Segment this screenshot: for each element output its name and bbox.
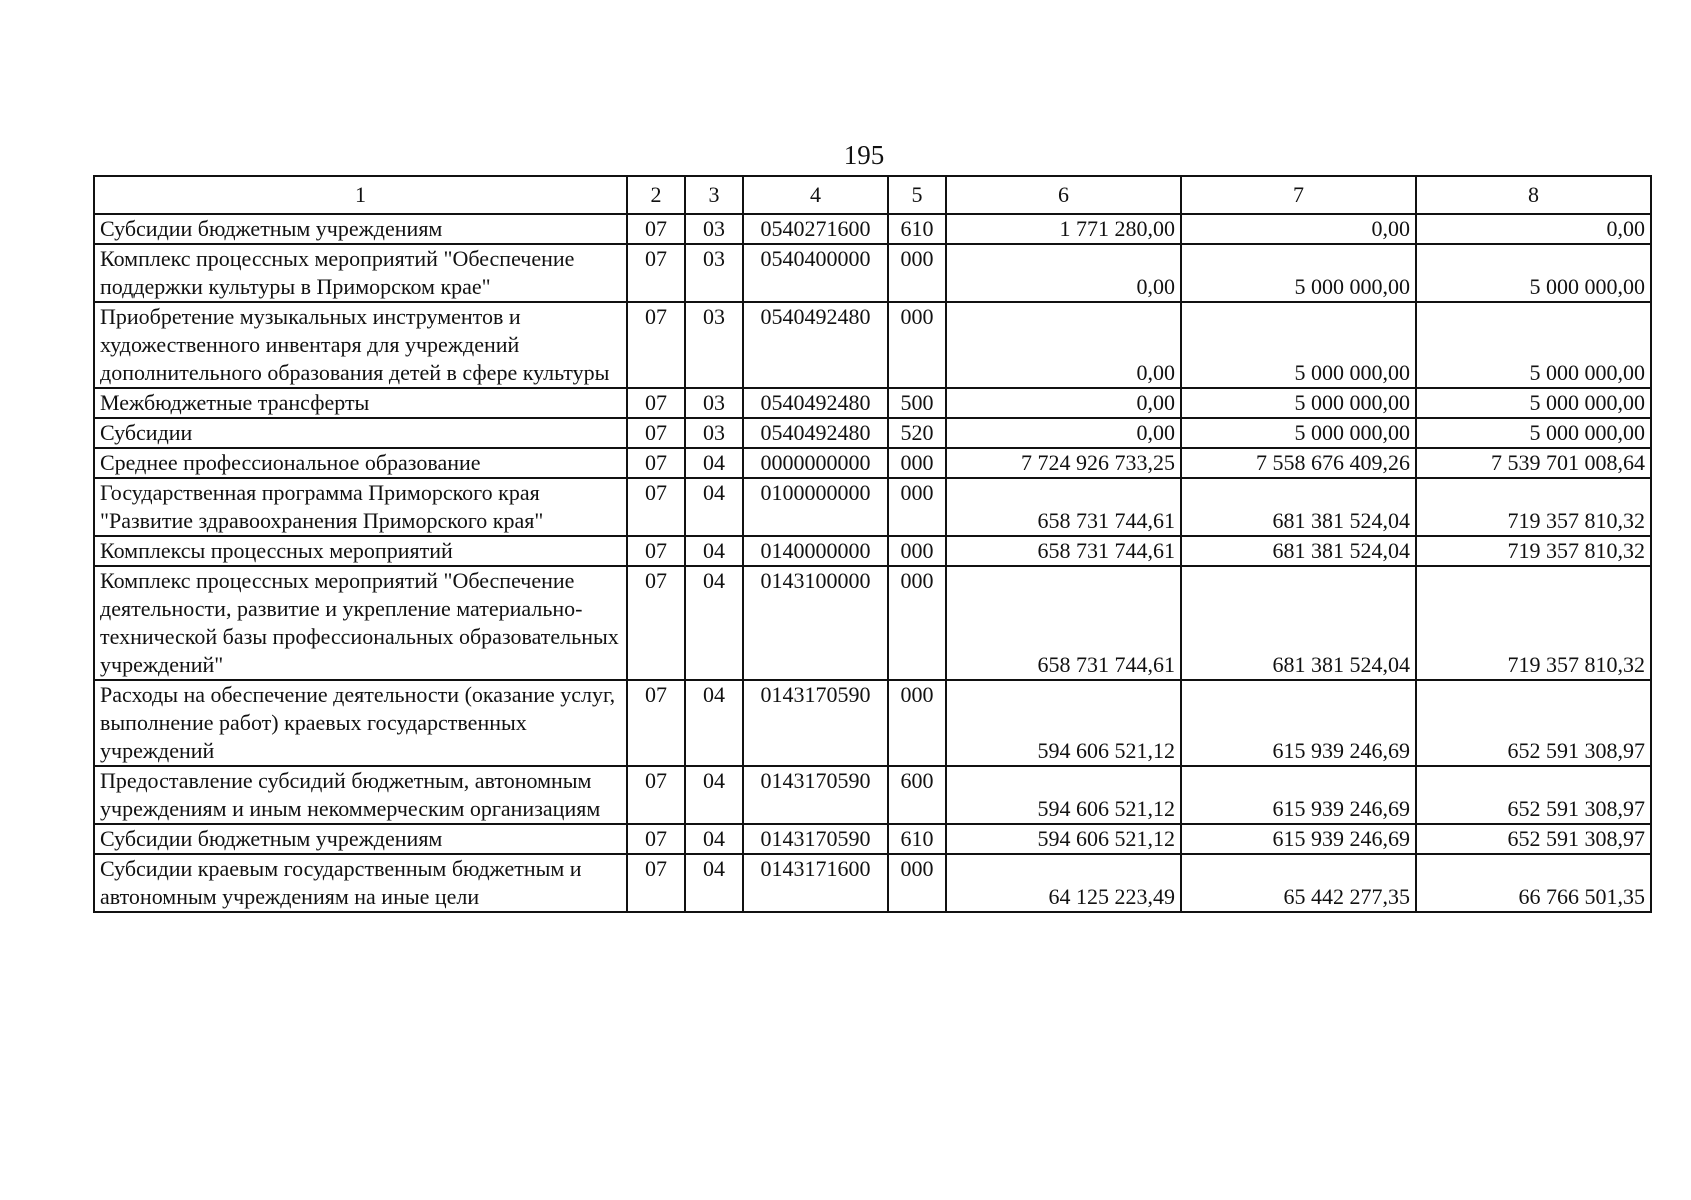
amount-col-7: 681 381 524,04 bbox=[1181, 478, 1416, 536]
expense-type-code: 610 bbox=[888, 824, 946, 854]
amount-col-8: 719 357 810,32 bbox=[1416, 566, 1651, 680]
amount-col-7: 5 000 000,00 bbox=[1181, 388, 1416, 418]
subsection-code: 04 bbox=[685, 854, 743, 912]
amount-col-6: 64 125 223,49 bbox=[946, 854, 1181, 912]
section-code: 07 bbox=[627, 680, 685, 766]
target-article-code: 0000000000 bbox=[743, 448, 888, 478]
amount-col-7: 5 000 000,00 bbox=[1181, 244, 1416, 302]
table-row bbox=[94, 536, 1651, 566]
column-header: 8 bbox=[1416, 176, 1651, 214]
section-code: 07 bbox=[627, 388, 685, 418]
amount-col-8: 5 000 000,00 bbox=[1416, 302, 1651, 388]
row-name: Субсидии бюджетным учреждениям bbox=[94, 824, 627, 854]
amount-col-8: 5 000 000,00 bbox=[1416, 388, 1651, 418]
target-article-code: 0540271600 bbox=[743, 214, 888, 244]
table-row bbox=[94, 478, 1651, 536]
amount-col-7: 615 939 246,69 bbox=[1181, 766, 1416, 824]
amount-col-8: 719 357 810,32 bbox=[1416, 536, 1651, 566]
subsection-code: 03 bbox=[685, 418, 743, 448]
section-code: 07 bbox=[627, 566, 685, 680]
amount-col-7: 5 000 000,00 bbox=[1181, 418, 1416, 448]
expense-type-code: 000 bbox=[888, 244, 946, 302]
subsection-code: 04 bbox=[685, 536, 743, 566]
section-code: 07 bbox=[627, 854, 685, 912]
target-article-code: 0540492480 bbox=[743, 418, 888, 448]
table-row bbox=[94, 448, 1651, 478]
target-article-code: 0540492480 bbox=[743, 388, 888, 418]
amount-col-8: 7 539 701 008,64 bbox=[1416, 448, 1651, 478]
amount-col-6: 594 606 521,12 bbox=[946, 680, 1181, 766]
amount-col-8: 5 000 000,00 bbox=[1416, 244, 1651, 302]
subsection-code: 04 bbox=[685, 566, 743, 680]
subsection-code: 04 bbox=[685, 680, 743, 766]
target-article-code: 0100000000 bbox=[743, 478, 888, 536]
table-row bbox=[94, 214, 1651, 244]
row-name: Предоставление субсидий бюджетным, автономным учреждениям и иным некоммерческим организациям bbox=[94, 766, 627, 824]
amount-col-7: 0,00 bbox=[1181, 214, 1416, 244]
target-article-code: 0143170590 bbox=[743, 824, 888, 854]
row-name: Государственная программа Приморского края "Развитие здравоохранения Приморского края" bbox=[94, 478, 627, 536]
table-row bbox=[94, 854, 1651, 912]
expense-type-code: 520 bbox=[888, 418, 946, 448]
amount-col-8: 652 591 308,97 bbox=[1416, 766, 1651, 824]
expense-type-code: 000 bbox=[888, 680, 946, 766]
section-code: 07 bbox=[627, 214, 685, 244]
row-name: Субсидии бюджетным учреждениям bbox=[94, 214, 627, 244]
section-code: 07 bbox=[627, 302, 685, 388]
expense-type-code: 000 bbox=[888, 566, 946, 680]
subsection-code: 04 bbox=[685, 478, 743, 536]
section-code: 07 bbox=[627, 766, 685, 824]
target-article-code: 0540400000 bbox=[743, 244, 888, 302]
amount-col-6: 1 771 280,00 bbox=[946, 214, 1181, 244]
expense-type-code: 000 bbox=[888, 448, 946, 478]
page-number: 195 bbox=[843, 140, 885, 170]
table-row bbox=[94, 302, 1651, 388]
column-header: 7 bbox=[1181, 176, 1416, 214]
target-article-code: 0143100000 bbox=[743, 566, 888, 680]
expense-type-code: 000 bbox=[888, 854, 946, 912]
amount-col-7: 681 381 524,04 bbox=[1181, 566, 1416, 680]
section-code: 07 bbox=[627, 824, 685, 854]
table-row bbox=[94, 680, 1651, 766]
amount-col-6: 0,00 bbox=[946, 418, 1181, 448]
amount-col-7: 7 558 676 409,26 bbox=[1181, 448, 1416, 478]
budget-table bbox=[93, 175, 1652, 913]
section-code: 07 bbox=[627, 418, 685, 448]
section-code: 07 bbox=[627, 478, 685, 536]
amount-col-6: 658 731 744,61 bbox=[946, 536, 1181, 566]
column-header: 3 bbox=[685, 176, 743, 214]
expense-type-code: 610 bbox=[888, 214, 946, 244]
target-article-code: 0143170590 bbox=[743, 766, 888, 824]
amount-col-7: 5 000 000,00 bbox=[1181, 302, 1416, 388]
target-article-code: 0143171600 bbox=[743, 854, 888, 912]
expense-type-code: 000 bbox=[888, 478, 946, 536]
row-name: Среднее профессиональное образование bbox=[94, 448, 627, 478]
amount-col-8: 719 357 810,32 bbox=[1416, 478, 1651, 536]
amount-col-8: 5 000 000,00 bbox=[1416, 418, 1651, 448]
column-header: 5 bbox=[888, 176, 946, 214]
amount-col-6: 0,00 bbox=[946, 388, 1181, 418]
subsection-code: 04 bbox=[685, 824, 743, 854]
subsection-code: 04 bbox=[685, 766, 743, 824]
table-row bbox=[94, 766, 1651, 824]
subsection-code: 04 bbox=[685, 448, 743, 478]
section-code: 07 bbox=[627, 448, 685, 478]
row-name: Комплекс процессных мероприятий "Обеспечение деятельности, развитие и укрепление материально-технической базы профессиональных образовательных учреждений" bbox=[94, 566, 627, 680]
expense-type-code: 000 bbox=[888, 536, 946, 566]
table-row bbox=[94, 244, 1651, 302]
subsection-code: 03 bbox=[685, 244, 743, 302]
table-row bbox=[94, 824, 1651, 854]
row-name: Приобретение музыкальных инструментов и художественного инвентаря для учреждений дополнительного образования детей в сфере культуры bbox=[94, 302, 627, 388]
amount-col-6: 0,00 bbox=[946, 302, 1181, 388]
expense-type-code: 500 bbox=[888, 388, 946, 418]
amount-col-7: 615 939 246,69 bbox=[1181, 680, 1416, 766]
expense-type-code: 000 bbox=[888, 302, 946, 388]
target-article-code: 0143170590 bbox=[743, 680, 888, 766]
section-code: 07 bbox=[627, 244, 685, 302]
expense-type-code: 600 bbox=[888, 766, 946, 824]
amount-col-8: 652 591 308,97 bbox=[1416, 680, 1651, 766]
subsection-code: 03 bbox=[685, 214, 743, 244]
amount-col-6: 0,00 bbox=[946, 244, 1181, 302]
amount-col-6: 594 606 521,12 bbox=[946, 824, 1181, 854]
target-article-code: 0140000000 bbox=[743, 536, 888, 566]
row-name: Комплекс процессных мероприятий "Обеспечение поддержки культуры в Приморском крае" bbox=[94, 244, 627, 302]
amount-col-7: 681 381 524,04 bbox=[1181, 536, 1416, 566]
row-name: Комплексы процессных мероприятий bbox=[94, 536, 627, 566]
section-code: 07 bbox=[627, 536, 685, 566]
amount-col-7: 615 939 246,69 bbox=[1181, 824, 1416, 854]
amount-col-8: 66 766 501,35 bbox=[1416, 854, 1651, 912]
amount-col-8: 652 591 308,97 bbox=[1416, 824, 1651, 854]
column-header: 6 bbox=[946, 176, 1181, 214]
row-name: Расходы на обеспечение деятельности (оказание услуг, выполнение работ) краевых государственных учреждений bbox=[94, 680, 627, 766]
amount-col-7: 65 442 277,35 bbox=[1181, 854, 1416, 912]
column-header: 1 bbox=[94, 176, 627, 214]
table-row bbox=[94, 566, 1651, 680]
row-name: Межбюджетные трансферты bbox=[94, 388, 627, 418]
amount-col-6: 658 731 744,61 bbox=[946, 566, 1181, 680]
table-row bbox=[94, 418, 1651, 448]
column-header: 2 bbox=[627, 176, 685, 214]
row-name: Субсидии bbox=[94, 418, 627, 448]
table-row bbox=[94, 388, 1651, 418]
table-header-row bbox=[94, 176, 1651, 214]
amount-col-6: 594 606 521,12 bbox=[946, 766, 1181, 824]
row-name: Субсидии краевым государственным бюджетным и автономным учреждениям на иные цели bbox=[94, 854, 627, 912]
column-header: 4 bbox=[743, 176, 888, 214]
amount-col-6: 658 731 744,61 bbox=[946, 478, 1181, 536]
target-article-code: 0540492480 bbox=[743, 302, 888, 388]
subsection-code: 03 bbox=[685, 388, 743, 418]
amount-col-8: 0,00 bbox=[1416, 214, 1651, 244]
subsection-code: 03 bbox=[685, 302, 743, 388]
amount-col-6: 7 724 926 733,25 bbox=[946, 448, 1181, 478]
